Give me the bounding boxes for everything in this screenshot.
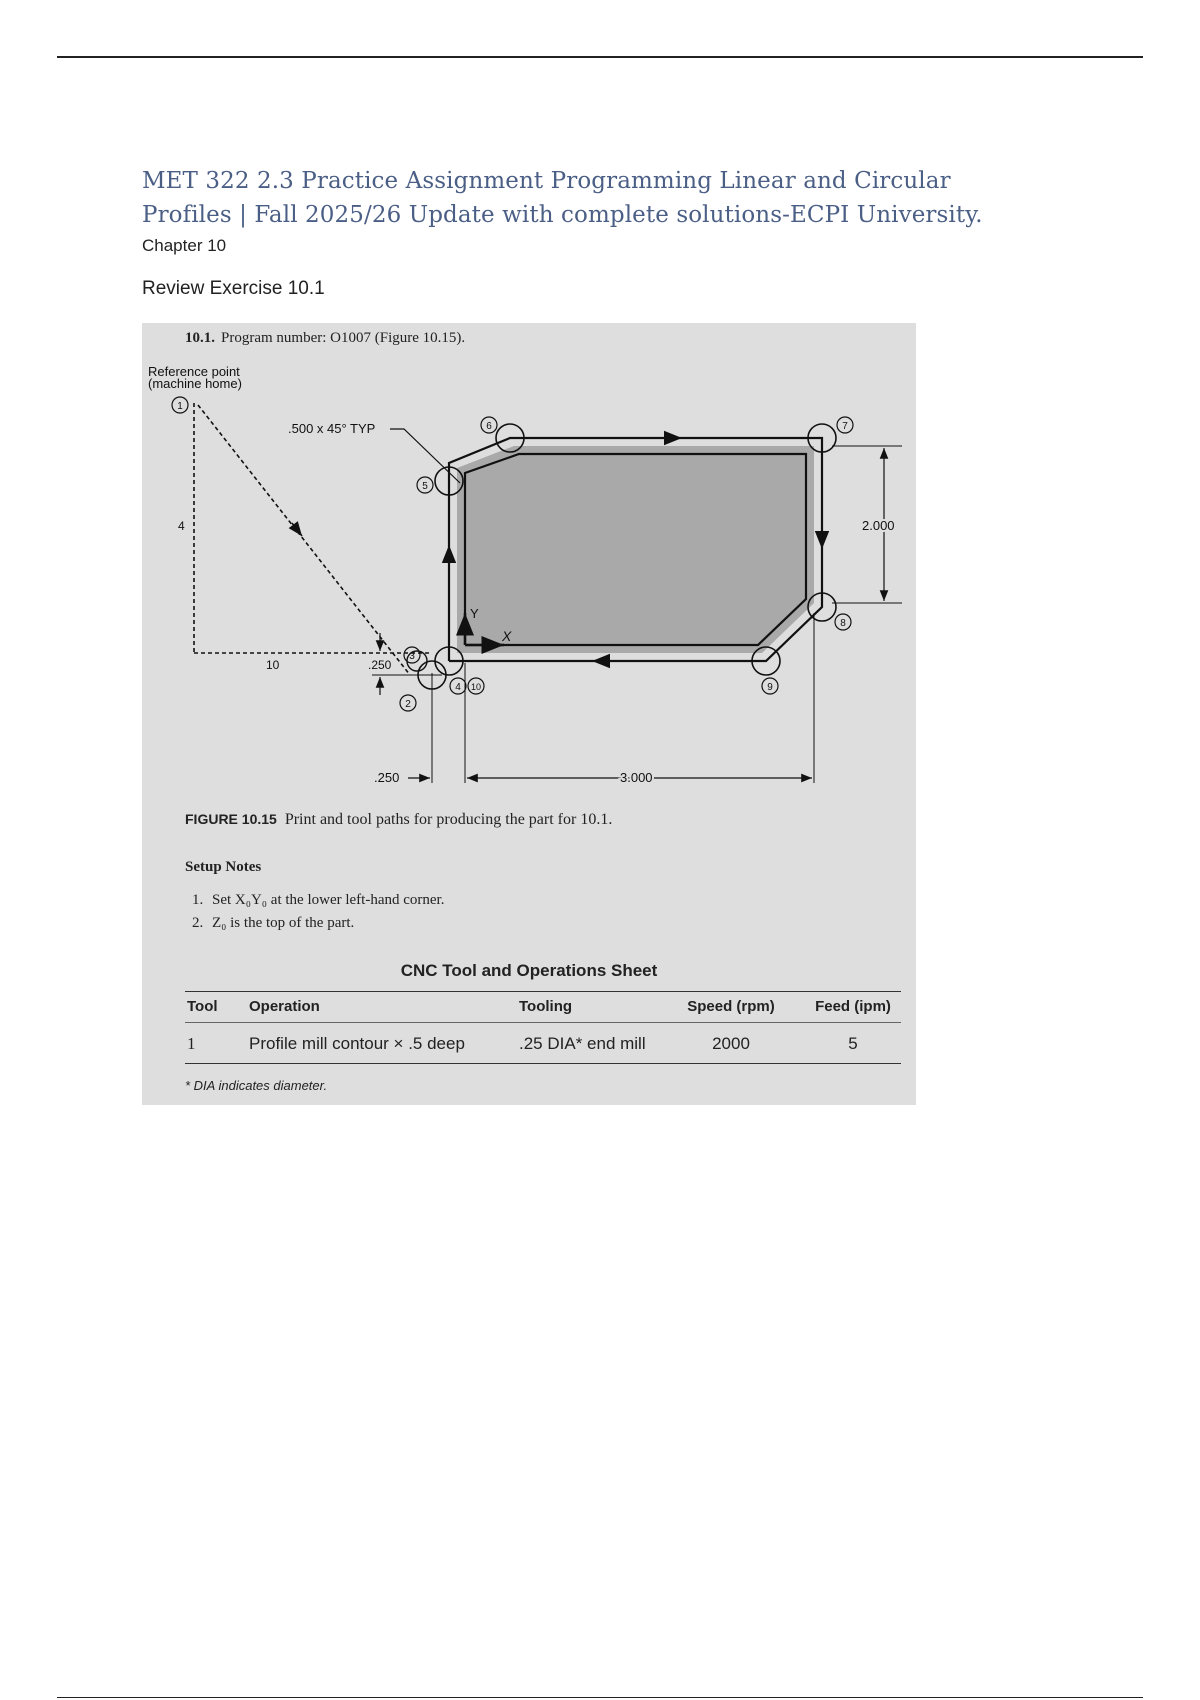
dim-left-label: .250 <box>374 770 400 785</box>
title-line-1: MET 322 2.3 Practice Assignment Programming Linear and Circular <box>142 168 951 194</box>
dim-down-label: .250 <box>368 658 392 672</box>
point-marker-6 <box>481 417 497 433</box>
document-title <box>142 164 1042 232</box>
point-marker-4 <box>450 678 466 694</box>
problem-number: 10.1. <box>185 330 215 346</box>
point-marker-5 <box>417 477 433 493</box>
setup-note: 1. Set X₀Y₀ at the lower left-hand corner. <box>192 892 445 908</box>
svg-text:4: 4 <box>455 682 461 693</box>
point-marker-10 <box>468 678 484 694</box>
operations-sheet-title: CNC Tool and Operations Sheet <box>400 961 658 980</box>
dim-width-label: 3.000 <box>620 770 653 785</box>
break-x-label: 10 <box>266 658 280 672</box>
point-marker-8 <box>835 614 851 630</box>
break-y-label: 4 <box>178 519 185 533</box>
cell-speed: 2000 <box>712 1034 750 1053</box>
review-exercise-label: Review Exercise 10.1 <box>142 278 325 299</box>
column-header-operation: Operation <box>249 998 320 1015</box>
figure-caption-text: Print and tool paths for producing the part for 10.1. <box>284 811 613 828</box>
column-header-speed: Speed (rpm) <box>687 998 775 1015</box>
svg-text:3: 3 <box>409 651 415 662</box>
point-marker-7 <box>837 417 853 433</box>
point-marker-2 <box>400 695 416 711</box>
column-header-feed: Feed (ipm) <box>815 998 891 1015</box>
point-marker-1 <box>172 397 188 413</box>
svg-text:9: 9 <box>767 682 773 693</box>
part-body <box>457 446 814 653</box>
svg-text:1: 1 <box>177 401 183 412</box>
reference-label-1: Reference point <box>148 364 240 379</box>
operations-table <box>185 991 901 1064</box>
dim-height-label: 2.000 <box>862 518 895 533</box>
setup-note: 2. Z₀ is the top of the part. <box>192 915 355 931</box>
table-header-row <box>185 991 901 1023</box>
svg-text:5: 5 <box>422 481 428 492</box>
svg-text:7: 7 <box>842 421 848 432</box>
cell-tool: 1 <box>187 1034 196 1053</box>
figure-caption-label: FIGURE 10.15 <box>185 811 277 827</box>
cell-feed: 5 <box>848 1034 858 1053</box>
setup-notes-heading: Setup Notes <box>185 859 262 875</box>
problem-text: Program number: O1007 (Figure 10.15). <box>221 330 466 346</box>
chapter-label: Chapter 10 <box>142 236 227 255</box>
svg-text:10: 10 <box>470 682 482 692</box>
cell-tooling: .25 DIA* end mill <box>519 1034 646 1053</box>
axis-y-label: Y <box>470 606 479 621</box>
textbook-scan <box>142 323 916 1105</box>
top-rule <box>57 56 1143 58</box>
figure-caption <box>185 811 612 829</box>
axis-x-label: X <box>502 628 512 644</box>
svg-text:8: 8 <box>840 618 846 629</box>
table-row <box>185 1023 901 1064</box>
svg-text:6: 6 <box>486 421 492 432</box>
svg-text:2: 2 <box>405 699 411 710</box>
cell-operation: Profile mill contour × .5 deep <box>249 1034 465 1053</box>
table-footnote: * DIA indicates diameter. <box>185 1078 328 1093</box>
point-marker-3 <box>404 647 420 663</box>
column-header-tooling: Tooling <box>519 998 573 1015</box>
point-marker-9 <box>762 678 778 694</box>
column-header-tool: Tool <box>187 998 218 1015</box>
chamfer-label: .500 x 45° TYP <box>288 421 376 436</box>
rapid-diagonal <box>198 405 410 675</box>
bottom-rule <box>57 1697 1143 1698</box>
part-drawing <box>142 323 916 803</box>
reference-label-2: (machine home) <box>148 376 242 391</box>
setup-notes-list <box>192 889 444 935</box>
rapid-arrow <box>292 523 302 536</box>
title-line-2: Profiles | Fall 2025/26 Update with complete solutions-ECPI University. <box>142 202 983 228</box>
